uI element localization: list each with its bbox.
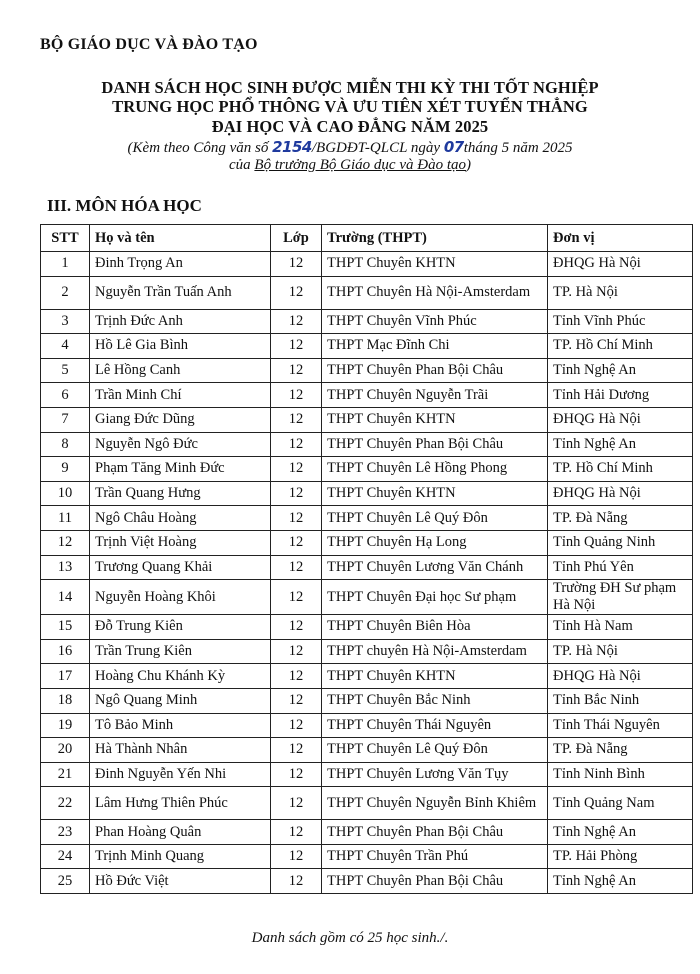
cell-unit: TP. Đà Nẵng [548, 506, 693, 531]
cell-name: Tô Bảo Minh [90, 713, 271, 738]
cell-grade: 12 [271, 580, 322, 615]
table-row [41, 481, 693, 506]
attachment-prefix: (Kèm theo Công văn số [127, 140, 269, 156]
cell-school: THPT Chuyên Trần Phú [322, 844, 548, 869]
cell-school: THPT Chuyên Lương Văn Tụy [322, 762, 548, 787]
table-row [41, 580, 693, 615]
attachment-month-year: tháng 5 năm 2025 [463, 140, 573, 156]
cell-name: Giang Đức Dũng [90, 407, 271, 432]
cell-school: THPT Chuyên KHTN [322, 664, 548, 689]
cell-grade: 12 [271, 432, 322, 457]
cell-name: Đỗ Trung Kiên [90, 615, 271, 640]
table-row [41, 844, 693, 869]
attachment-note [0, 138, 700, 157]
table-row [41, 869, 693, 894]
cell-school: THPT Chuyên KHTN [322, 252, 548, 277]
attachment-doc-suffix: /BGDĐT-QLCL ngày [311, 140, 441, 156]
table-row [41, 334, 693, 359]
cell-name: Đinh Trọng An [90, 252, 271, 277]
cell-school: THPT Chuyên Thái Nguyên [322, 713, 548, 738]
cell-name: Hoàng Chu Khánh Kỳ [90, 664, 271, 689]
header-grade: Lớp [271, 225, 322, 252]
cell-school: THPT Chuyên KHTN [322, 481, 548, 506]
cell-stt: 12 [41, 530, 90, 555]
cell-unit: Tỉnh Bắc Ninh [548, 688, 693, 713]
student-table [40, 224, 693, 894]
cell-unit: Tỉnh Ninh Bình [548, 762, 693, 787]
cell-unit: ĐHQG Hà Nội [548, 252, 693, 277]
header-name: Họ và tên [90, 225, 271, 252]
cell-grade: 12 [271, 309, 322, 334]
table-row [41, 713, 693, 738]
document-title-line-1: DANH SÁCH HỌC SINH ĐƯỢC MIỄN THI KỲ THI TỐT NGHIỆP [101, 78, 599, 97]
table-row [41, 762, 693, 787]
table-row [41, 820, 693, 845]
cell-school: THPT Chuyên Vĩnh Phúc [322, 309, 548, 334]
cell-name: Phan Hoàng Quân [90, 820, 271, 845]
table-row [41, 615, 693, 640]
cell-school: THPT chuyên Hà Nội-Amsterdam [322, 639, 548, 664]
cell-grade: 12 [271, 383, 322, 408]
header-school: Trường (THPT) [322, 225, 548, 252]
footer-note: Danh sách gồm có 25 học sinh./. [251, 930, 449, 946]
table-row [41, 555, 693, 580]
cell-school: THPT Chuyên Lê Hồng Phong [322, 457, 548, 482]
cell-name: Nguyễn Hoàng Khôi [90, 580, 271, 615]
cell-unit: ĐHQG Hà Nội [548, 481, 693, 506]
cell-grade: 12 [271, 639, 322, 664]
cell-school: THPT Mạc Đĩnh Chi [322, 334, 548, 359]
table-row [41, 688, 693, 713]
table-row [41, 787, 693, 820]
cell-name: Ngô Quang Minh [90, 688, 271, 713]
cell-name: Hà Thành Nhân [90, 738, 271, 763]
cell-grade: 12 [271, 762, 322, 787]
cell-unit: ĐHQG Hà Nội [548, 664, 693, 689]
issuer-name: Bộ trưởng Bộ Giáo dục và Đào tạo [254, 157, 466, 173]
cell-school: THPT Chuyên KHTN [322, 407, 548, 432]
cell-stt: 2 [41, 276, 90, 309]
cell-unit: Tỉnh Nghệ An [548, 820, 693, 845]
cell-stt: 13 [41, 555, 90, 580]
cell-name: Nguyễn Trần Tuấn Anh [90, 276, 271, 309]
document-title-line-2: TRUNG HỌC PHỔ THÔNG VÀ ƯU TIÊN XÉT TUYỂN THẲNG [112, 97, 588, 116]
cell-name: Nguyễn Ngô Đức [90, 432, 271, 457]
cell-grade: 12 [271, 615, 322, 640]
cell-stt: 9 [41, 457, 90, 482]
cell-name: Ngô Châu Hoàng [90, 506, 271, 531]
cell-stt: 1 [41, 252, 90, 277]
cell-grade: 12 [271, 869, 322, 894]
cell-name: Lâm Hưng Thiên Phúc [90, 787, 271, 820]
cell-unit: Tỉnh Nghệ An [548, 432, 693, 457]
cell-grade: 12 [271, 506, 322, 531]
cell-school: THPT Chuyên Lương Văn Chánh [322, 555, 548, 580]
cell-stt: 18 [41, 688, 90, 713]
cell-unit: Tỉnh Thái Nguyên [548, 713, 693, 738]
cell-name: Lê Hồng Canh [90, 358, 271, 383]
cell-unit: Tỉnh Hải Dương [548, 383, 693, 408]
cell-unit: Tỉnh Hà Nam [548, 615, 693, 640]
issuer-prefix: của [228, 157, 251, 173]
cell-school: THPT Chuyên Biên Hòa [322, 615, 548, 640]
table-row [41, 530, 693, 555]
table-row [41, 407, 693, 432]
cell-grade: 12 [271, 457, 322, 482]
ministry-name: BỘ GIÁO DỤC VÀ ĐÀO TẠO [40, 36, 258, 53]
cell-stt: 4 [41, 334, 90, 359]
cell-stt: 22 [41, 787, 90, 820]
header-unit: Đơn vị [548, 225, 693, 252]
cell-grade: 12 [271, 334, 322, 359]
cell-school: THPT Chuyên Nguyễn Trãi [322, 383, 548, 408]
header-stt: STT [41, 225, 90, 252]
cell-unit: ĐHQG Hà Nội [548, 407, 693, 432]
cell-grade: 12 [271, 252, 322, 277]
handwritten-day: 07 [443, 138, 464, 156]
cell-grade: 12 [271, 407, 322, 432]
cell-grade: 12 [271, 738, 322, 763]
table-row [41, 432, 693, 457]
cell-name: Trần Quang Hưng [90, 481, 271, 506]
cell-grade: 12 [271, 555, 322, 580]
cell-name: Trịnh Minh Quang [90, 844, 271, 869]
cell-stt: 20 [41, 738, 90, 763]
cell-grade: 12 [271, 664, 322, 689]
table-header-row [41, 225, 693, 252]
cell-unit: Tỉnh Nghệ An [548, 358, 693, 383]
handwritten-doc-number: 2154 [272, 138, 312, 156]
cell-school: THPT Chuyên Phan Bội Châu [322, 820, 548, 845]
cell-grade: 12 [271, 688, 322, 713]
cell-stt: 23 [41, 820, 90, 845]
cell-grade: 12 [271, 713, 322, 738]
table-row [41, 309, 693, 334]
table-row [41, 276, 693, 309]
cell-grade: 12 [271, 481, 322, 506]
cell-unit: TP. Hà Nội [548, 276, 693, 309]
table-row [41, 738, 693, 763]
cell-school: THPT Chuyên Nguyễn Bỉnh Khiêm [322, 787, 548, 820]
cell-stt: 5 [41, 358, 90, 383]
cell-school: THPT Chuyên Phan Bội Châu [322, 869, 548, 894]
cell-stt: 24 [41, 844, 90, 869]
cell-school: THPT Chuyên Lê Quý Đôn [322, 506, 548, 531]
cell-unit: Tỉnh Quảng Ninh [548, 530, 693, 555]
cell-stt: 16 [41, 639, 90, 664]
cell-name: Trần Trung Kiên [90, 639, 271, 664]
cell-stt: 17 [41, 664, 90, 689]
cell-unit: Tỉnh Vĩnh Phúc [548, 309, 693, 334]
cell-stt: 25 [41, 869, 90, 894]
cell-grade: 12 [271, 530, 322, 555]
table-row [41, 457, 693, 482]
table-row [41, 358, 693, 383]
cell-school: THPT Chuyên Phan Bội Châu [322, 358, 548, 383]
cell-stt: 21 [41, 762, 90, 787]
cell-grade: 12 [271, 787, 322, 820]
issuer-suffix: ) [466, 157, 471, 173]
cell-stt: 10 [41, 481, 90, 506]
cell-name: Trịnh Việt Hoàng [90, 530, 271, 555]
document-title-line-3: ĐẠI HỌC VÀ CAO ĐẲNG NĂM 2025 [211, 117, 489, 136]
issuer-note [0, 157, 700, 174]
table-row [41, 664, 693, 689]
cell-unit: TP. Hải Phòng [548, 844, 693, 869]
cell-grade: 12 [271, 844, 322, 869]
cell-stt: 8 [41, 432, 90, 457]
cell-name: Hồ Lê Gia Bình [90, 334, 271, 359]
cell-school: THPT Chuyên Bắc Ninh [322, 688, 548, 713]
section-title: III. MÔN HÓA HỌC [47, 196, 202, 215]
cell-name: Hồ Đức Việt [90, 869, 271, 894]
cell-stt: 14 [41, 580, 90, 615]
cell-grade: 12 [271, 358, 322, 383]
cell-name: Phạm Tăng Minh Đức [90, 457, 271, 482]
table-row [41, 252, 693, 277]
cell-name: Đinh Nguyễn Yến Nhi [90, 762, 271, 787]
cell-stt: 15 [41, 615, 90, 640]
table-row [41, 383, 693, 408]
cell-unit: TP. Đà Nẵng [548, 738, 693, 763]
cell-school: THPT Chuyên Phan Bội Châu [322, 432, 548, 457]
cell-stt: 19 [41, 713, 90, 738]
cell-name: Trịnh Đức Anh [90, 309, 271, 334]
table-row [41, 639, 693, 664]
cell-stt: 6 [41, 383, 90, 408]
cell-unit: Trường ĐH Sư phạm Hà Nội [548, 580, 693, 615]
cell-stt: 7 [41, 407, 90, 432]
cell-unit: Tỉnh Quảng Nam [548, 787, 693, 820]
cell-name: Trần Minh Chí [90, 383, 271, 408]
cell-grade: 12 [271, 820, 322, 845]
cell-school: THPT Chuyên Hà Nội-Amsterdam [322, 276, 548, 309]
table-row [41, 506, 693, 531]
cell-stt: 3 [41, 309, 90, 334]
cell-unit: TP. Hồ Chí Minh [548, 334, 693, 359]
cell-school: THPT Chuyên Đại học Sư phạm [322, 580, 548, 615]
cell-grade: 12 [271, 276, 322, 309]
cell-unit: TP. Hà Nội [548, 639, 693, 664]
cell-school: THPT Chuyên Hạ Long [322, 530, 548, 555]
cell-stt: 11 [41, 506, 90, 531]
cell-unit: TP. Hồ Chí Minh [548, 457, 693, 482]
cell-unit: Tỉnh Nghệ An [548, 869, 693, 894]
cell-unit: Tỉnh Phú Yên [548, 555, 693, 580]
cell-name: Trương Quang Khải [90, 555, 271, 580]
cell-school: THPT Chuyên Lê Quý Đôn [322, 738, 548, 763]
